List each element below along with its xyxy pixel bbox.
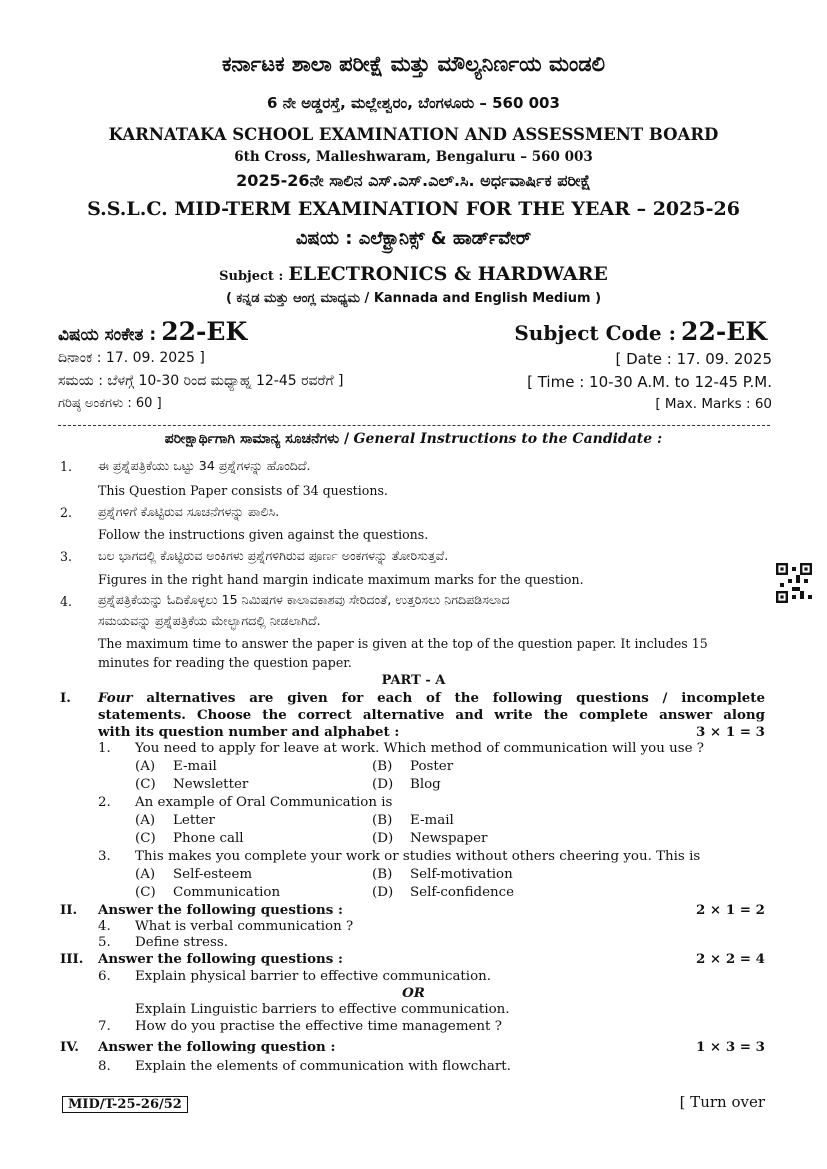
- exam-title-english: S.S.L.C. MID-TERM EXAMINATION FOR THE YEAR – 2025-26: [87, 198, 740, 220]
- section1-instruction-line2: statements. Choose the correct alternative and write the complete answer along: [98, 707, 765, 723]
- instruction-english: Follow the instructions given against the questions.: [98, 527, 429, 542]
- option-text: Self-esteem: [173, 867, 253, 882]
- question-text: How do you practise the effective time management ?: [135, 1019, 502, 1034]
- code-value-right: 22-EK: [681, 317, 767, 346]
- subject-kannada: ವಿಷಯ : ಎಲೆಕ್ಟ್ರಾನಿಕ್ಸ್ & ಹಾರ್ಡ್‌ವೇರ್: [295, 228, 532, 249]
- instruction-kannada: ಪ್ರಶ್ನೆಗಳಿಗೆ ಕೊಟ್ಟಿರುವ ಸೂಚನೆಗಳನ್ನು ಪಾಲಿಸಿ.: [98, 504, 280, 519]
- code-label-english: Subject Code :: [514, 321, 676, 345]
- or-separator: OR: [402, 985, 425, 1001]
- section1-line1-text: alternatives are given for each of the following questions / incomplete: [146, 690, 765, 706]
- question-number: 7.: [98, 1019, 111, 1034]
- option-text: E-mail: [410, 813, 454, 828]
- question-number: 2.: [98, 795, 111, 810]
- subject-line: [0, 263, 827, 285]
- question-number: 8.: [98, 1059, 111, 1074]
- code-label-kannada: ವಿಷಯ ಸಂಕೇತ :: [58, 325, 157, 345]
- question-text: Explain physical barrier to effective communication.: [135, 969, 492, 984]
- section-marks: 3 × 1 = 3: [695, 724, 765, 740]
- section-marks: 2 × 2 = 4: [695, 951, 765, 967]
- option-letter: (C): [135, 885, 156, 900]
- question-number: 1.: [98, 741, 111, 756]
- question-number: 6.: [98, 969, 111, 984]
- option-letter: (B): [372, 813, 393, 828]
- instructions-heading-kannada: ಪರೀಕ್ಷಾರ್ಥಿಗಾಗಿ ಸಾಮಾನ್ಯ ಸೂಚನೆಗಳು /: [164, 431, 350, 447]
- section1-instruction-line1: [98, 690, 765, 706]
- option-letter: (C): [135, 831, 156, 846]
- option-text: Newspaper: [410, 831, 488, 846]
- section-number: IV.: [60, 1039, 79, 1055]
- option-letter: (D): [372, 777, 394, 792]
- option-text: Poster: [410, 759, 454, 774]
- board-name-english: KARNATAKA SCHOOL EXAMINATION AND ASSESSMENT BOARD: [108, 125, 719, 144]
- instruction-number: 1.: [60, 459, 73, 474]
- subject-label: Subject :: [219, 269, 284, 284]
- subject-code-english: [514, 317, 767, 346]
- time-english: [ Time : 10-30 A.M. to 12-45 P.M.: [527, 373, 772, 391]
- section-title: Answer the following questions :: [98, 902, 343, 918]
- paper-code: MID/T-25-26/52: [62, 1096, 188, 1113]
- section-title: Answer the following question :: [98, 1039, 336, 1055]
- section1-instruction-line3: with its question number and alphabet :: [98, 724, 400, 740]
- question-number: 5.: [98, 935, 111, 950]
- question-text: This makes you complete your work or studies without others cheering you. This is: [135, 849, 701, 864]
- option-text: Communication: [173, 885, 281, 900]
- instructions-heading-english: General Instructions to the Candidate :: [353, 431, 663, 447]
- option-text: E-mail: [173, 759, 217, 774]
- part-title: PART - A: [381, 673, 446, 688]
- option-letter: (D): [372, 831, 394, 846]
- question-text: Define stress.: [135, 935, 228, 950]
- exam-title-kannada: 2025-26ನೇ ಸಾಲಿನ ಎಸ್.ಎಸ್.ಎಲ್.ಸಿ. ಅರ್ಧವಾರ್ಷಿಕ ಪರೀಕ್ಷೆ: [236, 171, 591, 190]
- code-value-left: 22-EK: [161, 317, 248, 346]
- question-text: Explain the elements of communication with flowchart.: [135, 1059, 511, 1074]
- option-letter: (B): [372, 867, 393, 882]
- subject-english: ELECTRONICS & HARDWARE: [288, 263, 608, 285]
- section-number: I.: [60, 690, 71, 706]
- instruction-number: 4.: [60, 594, 73, 609]
- section-title: Answer the following questions :: [98, 951, 343, 967]
- instruction-english: This Question Paper consists of 34 questions.: [98, 483, 388, 498]
- option-text: Newsletter: [173, 777, 249, 792]
- emphasis-word: Four: [98, 690, 133, 706]
- question-number: 3.: [98, 849, 111, 864]
- divider: [58, 425, 770, 426]
- option-letter: (A): [135, 759, 156, 774]
- question-text: An example of Oral Communication is: [135, 795, 393, 810]
- instruction-kannada-cont: ಸಮಯವನ್ನು ಪ್ರಶ್ನೆಪತ್ರಿಕೆಯ ಮೇಲ್ಭಾಗದಲ್ಲಿ ನೀಡಲಾಗಿದೆ.: [98, 613, 321, 628]
- section-marks: 1 × 3 = 3: [695, 1039, 765, 1055]
- instructions-heading: [0, 431, 827, 447]
- address-english: 6th Cross, Malleshwaram, Bengaluru – 560 003: [234, 149, 593, 165]
- instruction-kannada: ಬಲ ಭಾಗದಲ್ಲಿ ಕೊಟ್ಟಿರುವ ಅಂಕಿಗಳು ಪ್ರಶ್ನೆಗಳಿಗಿರುವ ಪೂರ್ಣ ಅಂಕಗಳನ್ನು ತೋರಿಸುತ್ತವೆ.: [98, 548, 449, 563]
- qr-code-icon: [776, 563, 812, 603]
- instruction-kannada: ಈ ಪ್ರಶ್ನೆಪತ್ರಿಕೆಯು ಒಟ್ಟು 34 ಪ್ರಶ್ನೆಗಳನ್ನು ಹೊಂದಿದೆ.: [98, 458, 311, 473]
- turn-over: [ Turn over: [679, 1093, 765, 1111]
- time-kannada: ಸಮಯ : ಬೆಳಗ್ಗೆ 10-30 ರಿಂದ ಮಧ್ಯಾಹ್ನ 12-45 ರವರೆಗೆ ]: [58, 373, 344, 389]
- option-text: Blog: [410, 777, 441, 792]
- option-letter: (B): [372, 759, 393, 774]
- date-english: [ Date : 17. 09. 2025: [615, 350, 772, 368]
- option-text: Self-confidence: [410, 885, 515, 900]
- medium-line: ( ಕನ್ನಡ ಮತ್ತು ಆಂಗ್ಲ ಮಾಧ್ಯಮ / Kannada and English Medium ): [225, 291, 602, 306]
- option-letter: (D): [372, 885, 394, 900]
- option-letter: (A): [135, 813, 156, 828]
- question-text: You need to apply for leave at work. Which method of communication will you use ?: [135, 741, 704, 756]
- question-text-alternative: Explain Linguistic barriers to effective communication.: [135, 1002, 510, 1017]
- subject-code-kannada: [58, 317, 247, 346]
- marks-english: [ Max. Marks : 60: [655, 396, 772, 412]
- address-kannada: 6 ನೇ ಅಡ್ಡರಸ್ತೆ, ಮಲ್ಲೇಶ್ವರಂ, ಬೆಂಗಳೂರು – 560 003: [267, 94, 560, 112]
- section-number: II.: [60, 902, 78, 918]
- option-letter: (A): [135, 867, 156, 882]
- instruction-english-cont: minutes for reading the question paper.: [98, 655, 352, 670]
- marks-kannada: ಗರಿಷ್ಠ ಅಂಕಗಳು : 60 ]: [58, 396, 162, 411]
- section-number: III.: [60, 951, 84, 967]
- instruction-number: 2.: [60, 505, 73, 520]
- question-number: 4.: [98, 919, 111, 934]
- option-text: Letter: [173, 813, 215, 828]
- instruction-kannada: ಪ್ರಶ್ನೆಪತ್ರಿಕೆಯನ್ನು ಓದಿಕೊಳ್ಳಲು 15 ನಿಮಿಷಗಳ ಕಾಲಾವಕಾಶವು ಸೇರಿದಂತೆ, ಉತ್ತರಿಸಲು ನಿಗದಿಪಡಿಸಲಾದ: [98, 592, 510, 607]
- option-letter: (C): [135, 777, 156, 792]
- option-text: Phone call: [173, 831, 244, 846]
- date-kannada: ದಿನಾಂಕ : 17. 09. 2025 ]: [58, 350, 205, 366]
- section-marks: 2 × 1 = 2: [695, 902, 765, 918]
- board-name-kannada: ಕರ್ನಾಟಕ ಶಾಲಾ ಪರೀಕ್ಷೆ ಮತ್ತು ಮೌಲ್ಯನಿರ್ಣಯ ಮಂಡಲಿ: [221, 52, 606, 76]
- instruction-number: 3.: [60, 549, 73, 564]
- instruction-english: The maximum time to answer the paper is given at the top of the question paper. It includes 15: [98, 636, 708, 651]
- question-text: What is verbal communication ?: [135, 919, 354, 934]
- option-text: Self-motivation: [410, 867, 513, 882]
- instruction-english: Figures in the right hand margin indicate maximum marks for the question.: [98, 572, 584, 587]
